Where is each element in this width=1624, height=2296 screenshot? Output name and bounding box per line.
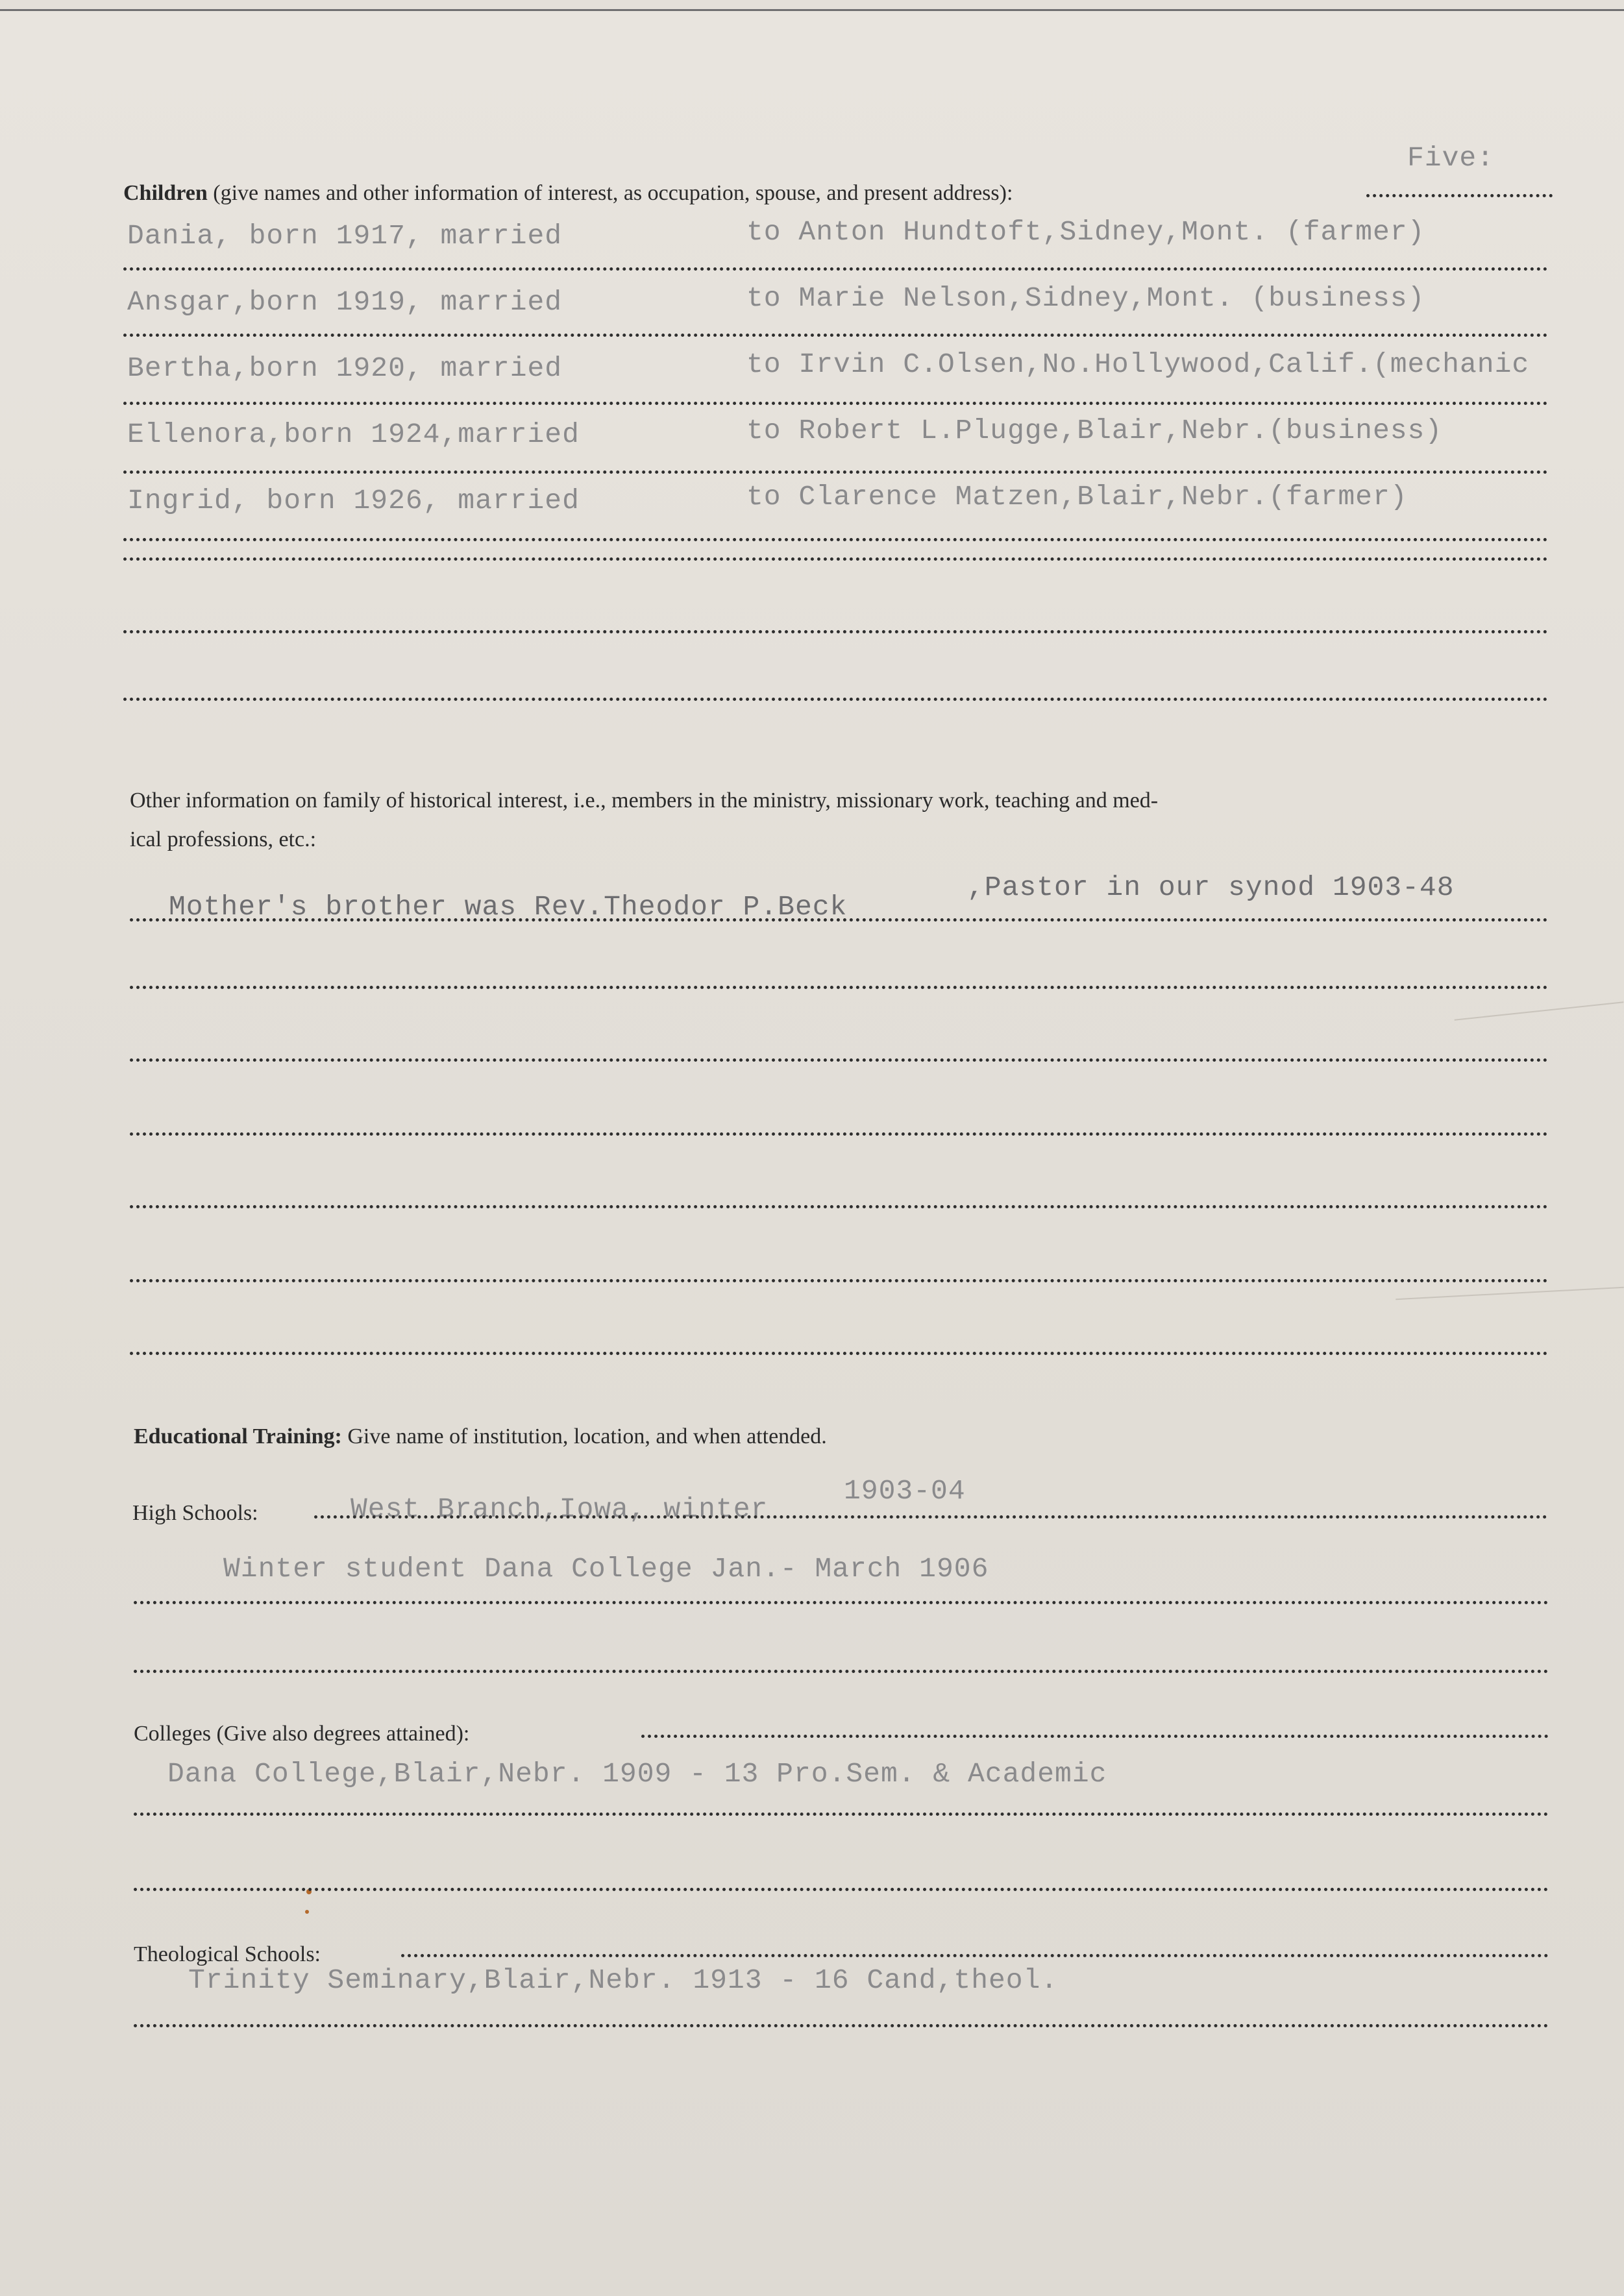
fill-line — [123, 698, 1548, 701]
paper-crease — [1455, 1001, 1624, 1020]
paper-crease — [1396, 1287, 1624, 1300]
fill-line — [123, 538, 1548, 541]
high-school-years: 1903-04 — [844, 1475, 966, 1507]
other-info-entry-continued: ,Pastor in our synod 1903-48 — [967, 872, 1455, 903]
children-label-bold: Children — [123, 181, 208, 205]
high-schools-label: High Schools: — [132, 1501, 258, 1525]
other-info-entry: Mother's brother was Rev.Theodor P.Beck — [169, 891, 848, 923]
education-heading-bold: Educational Training: — [134, 1424, 342, 1448]
education-heading — [134, 1424, 827, 1449]
college-entry: Dana College,Blair,Nebr. 1909 - 13 Pro.Sem. & Academic — [167, 1758, 1107, 1790]
fill-line — [123, 402, 1548, 405]
fill-line — [130, 918, 1548, 922]
form-page — [0, 9, 1624, 2296]
fill-line — [130, 1352, 1548, 1355]
fill-line — [134, 1670, 1549, 1673]
child-entry-right: to Robert L.Plugge,Blair,Nebr.(business) — [746, 415, 1443, 446]
child-entry-right: to Irvin C.Olsen,No.Hollywood,Calif.(mechanic — [746, 348, 1530, 380]
children-label-rest: (give names and other information of interest, as occupation, spouse, and present address): — [213, 181, 1013, 205]
fill-line — [123, 334, 1548, 337]
fill-line — [123, 267, 1548, 271]
fill-line — [134, 1813, 1549, 1816]
children-label — [123, 181, 1013, 206]
education-heading-rest: Give name of institution, location, and when attended. — [347, 1424, 827, 1448]
theological-label: Theological Schools: — [134, 1942, 321, 1966]
fill-line — [401, 1954, 1549, 1957]
fill-line — [123, 630, 1548, 633]
fill-line — [130, 1058, 1548, 1062]
colleges-label: Colleges (Give also degrees attained): — [134, 1722, 470, 1746]
child-entry-left: Dania, born 1917, married — [127, 220, 563, 252]
child-entry-right: to Marie Nelson,Sidney,Mont. (business) — [746, 282, 1425, 314]
fill-line — [134, 1888, 1549, 1891]
fill-line — [641, 1735, 1549, 1738]
fill-line — [134, 2024, 1549, 2027]
fill-line — [130, 1205, 1548, 1208]
children-count: Five: — [1407, 142, 1495, 174]
fill-line — [123, 557, 1548, 561]
other-info-label-line1: Other information on family of historical interest, i.e., members in the ministry, missionary work, teaching and med- — [130, 788, 1159, 812]
fill-line — [134, 1601, 1549, 1604]
other-info-label-line2: ical professions, etc.: — [130, 827, 317, 851]
child-entry-right: to Clarence Matzen,Blair,Nebr.(farmer) — [746, 481, 1408, 513]
child-entry-left: Ansgar,born 1919, married — [127, 286, 563, 318]
child-entry-left: Ellenora,born 1924,married — [127, 419, 580, 450]
fill-line — [314, 1515, 1547, 1519]
fill-line — [123, 470, 1548, 474]
theological-entry: Trinity Seminary,Blair,Nebr. 1913 - 16 Cand,theol. — [188, 1964, 1059, 1996]
fill-line — [130, 1279, 1548, 1282]
child-entry-right: to Anton Hundtoft,Sidney,Mont. (farmer) — [746, 216, 1425, 248]
fill-line — [130, 1132, 1548, 1136]
fill-line — [130, 986, 1548, 989]
high-school-entry: West Branch,Iowa, winter — [351, 1493, 769, 1525]
child-entry-left: Bertha,born 1920, married — [127, 352, 563, 384]
paper-stain — [305, 1910, 309, 1914]
high-school-entry-2: Winter student Dana College Jan.- March 1906 — [223, 1553, 989, 1585]
fill-line — [1366, 194, 1553, 197]
child-entry-left: Ingrid, born 1926, married — [127, 485, 580, 517]
